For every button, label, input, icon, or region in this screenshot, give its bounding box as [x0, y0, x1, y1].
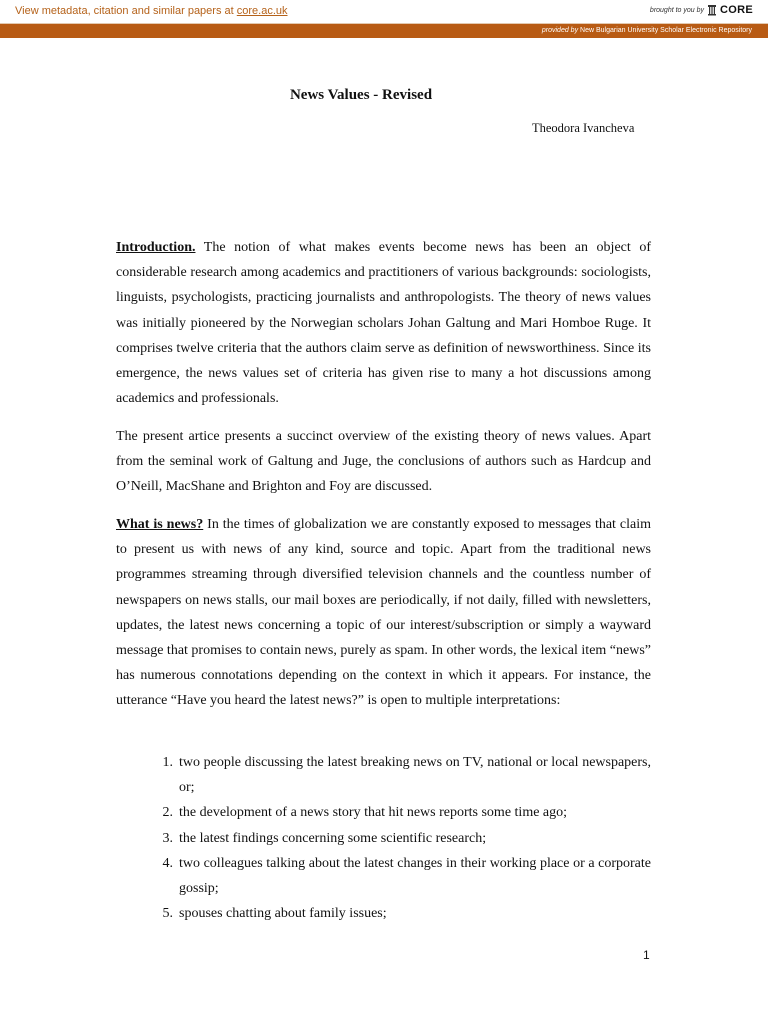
list-number: 4. [162, 855, 173, 871]
list-text: two people discussing the latest breaking news on TV, national or local newspapers, or; [179, 755, 651, 796]
paragraph-overview [116, 424, 651, 500]
list-item [116, 750, 651, 800]
core-metadata-label: View metadata, citation and similar papers at [15, 5, 234, 17]
list-text: the development of a news story that hit news reports some time ago; [179, 805, 568, 821]
list-number: 3. [162, 830, 173, 846]
list-text: two colleagues talking about the latest changes in their working place or a corporate gossip; [179, 855, 651, 897]
core-metadata-text [15, 5, 288, 17]
paragraph-text: The present artice presents a succinct overview of the existing theory of news values. Apart from the seminal work of Galtung and Juge, the conclusions of authors such as Hardcup and O’Neill, MacShane and Brighton and Foy are discussed. [116, 429, 651, 495]
document-title: News Values - Revised [289, 87, 433, 103]
list-item [116, 851, 651, 901]
list-number: 2. [162, 805, 173, 821]
document-author: Theodora Ivancheva [532, 121, 635, 135]
core-link[interactable]: core.ac.uk [236, 5, 288, 17]
list-item [116, 800, 651, 825]
core-logo-icon [707, 4, 717, 16]
brought-by-text: brought to you by [649, 6, 705, 14]
list-text: spouses chatting about family issues; [179, 906, 387, 922]
paragraph-what-is-news [116, 512, 651, 714]
interpretation-list [116, 750, 651, 926]
list-item [116, 826, 651, 851]
provided-by-prefix: provided by [541, 27, 579, 34]
list-number: 5. [162, 906, 173, 922]
page-number: 1 [643, 948, 650, 962]
list-item [116, 901, 651, 926]
core-banner [0, 0, 768, 24]
core-brand[interactable] [650, 4, 753, 16]
core-logo-text: CORE [720, 4, 753, 16]
list-number: 1. [162, 755, 173, 770]
list-text: the latest findings concerning some scientific research; [179, 830, 487, 846]
paragraph-text: In the times of globalization we are constantly exposed to messages that claim to present us with news of any kind, source and topic. Apart from the traditional news programmes streaming through diversified television channels and the countless number of newspapers on news stalls, our mail boxes are periodically, if not daily, filled with newsletters, updates, the latest news concerning a topic of our interest/subscription or simply a wayward message that promises to contain news, purely as spam. In other words, the lexical item “news” has numerous connotations depending on the context in which it appears. For instance, the utterance “Have you heard the latest news?” is open to multiple interpretations: [116, 517, 651, 709]
provided-by-source: New Bulgarian University Scholar Electronic Repository [580, 27, 752, 34]
paragraph-lead: Introduction. [116, 240, 196, 255]
paragraph-text: The notion of what makes events become news has been an object of considerable research among academics and practitioners of various backgrounds: sociologists, linguists, psychologists, practicing journalists and anthropologists. The theory of news values was initially pioneered by the Norwegian scholars Johan Galtung and Mari Homboe Ruge. It comprises twelve criteria that the authors claim serve as definition of newsworthiness. Since its emergence, the news values set of criteria has given rise to many a hot discussions among academics and professionals. [116, 240, 651, 407]
provided-by-bar [0, 24, 768, 38]
paragraph-introduction [116, 235, 651, 411]
paragraph-lead: What is news? [116, 517, 204, 532]
